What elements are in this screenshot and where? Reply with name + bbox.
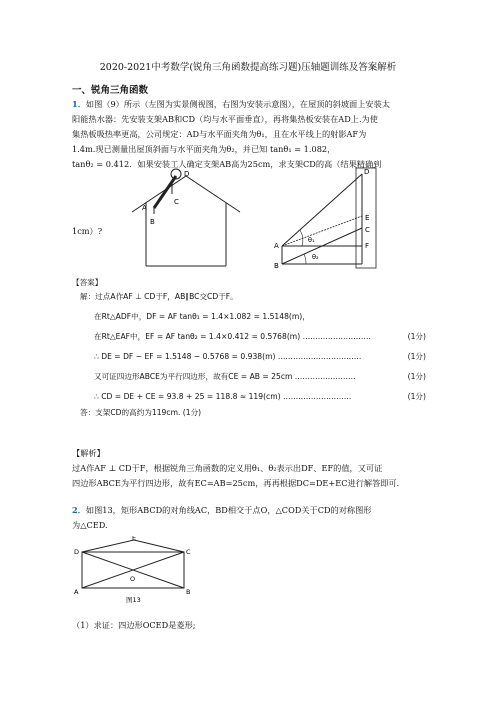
label-D: D [184, 170, 190, 178]
q1-line-2: 阳能热水器：先安装支架AB和CD（均与水平面垂直），再将集热板安装在AD上.为使 [72, 114, 378, 124]
figure-13-caption: 图13 [126, 596, 141, 604]
answer-line-3: 在Rt△EAF中，EF = AF tanθ₂ = 1.4×0.412 = 0.5768(m) ……………………… [94, 332, 371, 341]
q1-line-1: 如图（9）所示（左图为实景侧视图，右图为安装示意图），在屋顶的斜坡面上安装太 [85, 99, 390, 109]
answer-line-7: 答：支架CD的高约为119cm. (1分) [80, 408, 202, 417]
house-figure [128, 168, 244, 270]
label-theta2: θ₂ [312, 253, 319, 261]
label-E2: E [365, 214, 370, 222]
q1-line-3: 集热板吸热率更高，公司规定：AD与水平面夹角为θ₁，且在水平线上的射影AF为 [72, 129, 367, 139]
question-1 [72, 97, 432, 172]
q2-line-2: 为△CED. [72, 520, 108, 530]
q1-line-5: tanθ₂ = 0.412．如果安装工人确定支架AB高为25cm，求支架CD的高（结果精确到 [72, 159, 382, 169]
q1-line-6: 1cm）? [72, 226, 103, 236]
label-C2: C [365, 226, 370, 234]
fig13-label-E: E [132, 536, 137, 542]
fig13-label-B: B [186, 588, 191, 596]
answer-line-6: ∴ CD = DE + CE = 93.8 + 25 = 118.8 ≈ 119(cm) ……………………… [94, 392, 352, 401]
question-2 [72, 503, 432, 533]
fig13-label-C: C [186, 548, 191, 556]
analysis-line-1: 过A作AF ⊥ CD于F，根据锐角三角函数的定义用θ₁、θ₂表示出DF、EF的值，又可证 [72, 463, 383, 473]
q2-sub-1: （1）求证：四边形OCED是菱形; [72, 620, 196, 630]
fig13-label-A: A [74, 588, 79, 596]
analysis-line-2: 四边形ABCE为平行四边形，故有EC=AB=25cm，再再根据DC=DE+EC进行解答即可. [72, 478, 400, 488]
fig13-label-O: O [130, 575, 136, 583]
label-B: B [150, 218, 155, 226]
section-heading: 一、锐角三角函数 [72, 85, 149, 96]
answer-block [80, 290, 426, 420]
answer-line-5: 又可证四边形ABCE为平行四边形，故有CE = AB = 25cm …………………… [94, 372, 356, 381]
answer-points-5: (1分) [407, 372, 426, 381]
analysis-label: 【解析】 [72, 448, 105, 458]
answer-label: 【答案】 [72, 278, 103, 287]
label-D2: D [364, 168, 370, 176]
analysis [72, 446, 432, 491]
answer-line-2: 在Rt△ADF中，DF = AF tanθ₁ = 1.4×1.082 = 1.5148(m)， [94, 312, 310, 321]
answer-points-4: (1分) [407, 352, 426, 361]
answer-line-1: 解：过点A作AF ⊥ CD于F，AB∥BC交CD于F。 [80, 292, 238, 301]
q1-line-4: 1.4m.现已测量出屋顶斜面与水平面夹角为θ₂，并已知 tanθ₁ = 1.082， [72, 144, 336, 154]
fig13-label-D: D [74, 548, 80, 556]
label-F2: F [365, 242, 370, 250]
answer-points-3: (1分) [407, 332, 426, 341]
q2-line-1: 如图13，矩形ABCD的对角线AC，BD相交于点O，△COD关于CD的对称图形 [85, 505, 372, 515]
label-A: A [142, 204, 147, 212]
page-title: 2020-2021中考数学(锐角三角函数提高练习题)压轴题训练及答案解析 [99, 62, 397, 73]
answer-points-6: (1分) [407, 392, 426, 401]
question-1-number: 1． [72, 99, 86, 109]
question-2-number: 2． [72, 505, 86, 515]
answer-line-4: ∴ DE = DF − EF = 1.5148 − 0.5768 = 0.938(m) …………………………… [94, 352, 362, 361]
label-C: C [174, 198, 179, 206]
label-A2: A [274, 242, 279, 250]
installation-figure [272, 164, 384, 274]
label-B2: B [274, 262, 279, 270]
figure-13 [72, 536, 200, 606]
label-theta1: θ₁ [308, 236, 315, 244]
